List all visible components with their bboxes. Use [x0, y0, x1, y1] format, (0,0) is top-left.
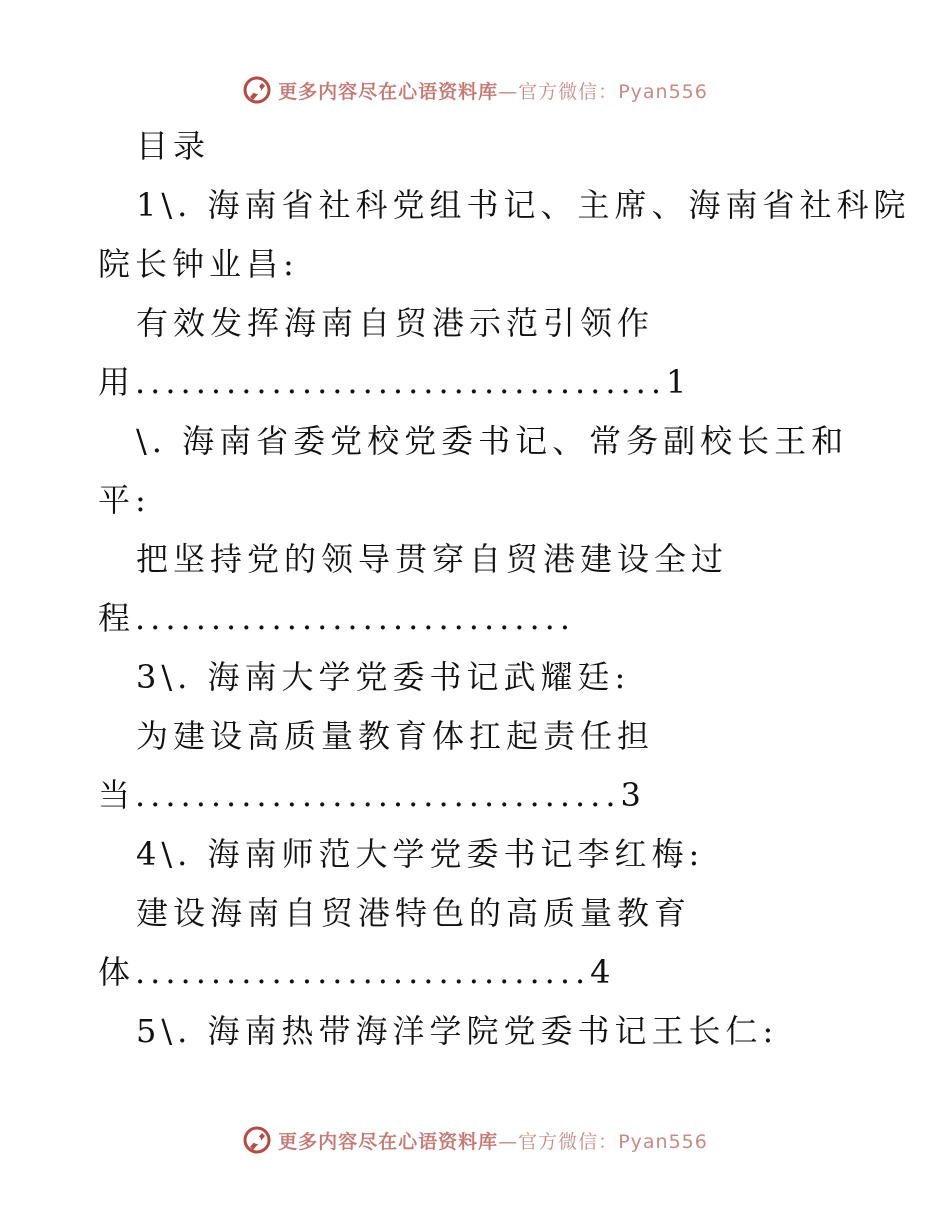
toc-line-2: 院长钟业昌: [98, 245, 299, 283]
header-watermark [0, 70, 950, 110]
toc-line-15: 5\. 海南热带海洋学院党委书记王长仁: [136, 1012, 779, 1050]
red-seal-pen-icon [242, 1125, 272, 1155]
toc-line-4: 用...................................1 [98, 363, 692, 401]
watermark-dash: — [498, 80, 519, 103]
toc-line-7: 把坚持党的领导贯穿自贸港建设全过 [136, 540, 729, 578]
toc-line-5: \. 海南省委党校党委书记、常务副校长王和 [136, 422, 849, 460]
toc-line-3: 有效发挥海南自贸港示范引领作 [136, 304, 655, 342]
toc-line-10: 为建设高质量教育体扛起责任担 [136, 717, 655, 755]
footer-watermark [0, 1120, 950, 1160]
toc-line-9: 3\. 海南大学党委书记武耀廷: [136, 658, 631, 696]
watermark-main-text-footer: 更多内容尽在心语资料库 [278, 1130, 499, 1153]
watermark-content [242, 75, 708, 105]
watermark-text-footer [278, 1127, 708, 1154]
toc-line-13: 建设海南自贸港特色的高质量教育 [136, 894, 692, 932]
toc-line-12: 4\. 海南师范大学党委书记李红梅: [136, 835, 705, 873]
watermark-wechat-label: 官方微信： [518, 80, 619, 103]
toc-line-6: 平: [98, 481, 151, 519]
watermark-wechat-label-footer: 官方微信： [518, 1130, 619, 1153]
watermark-wechat-id: Pyan556 [618, 80, 708, 103]
toc-line-1: 1\. 海南省社科党组书记、主席、海南省社科院 [136, 186, 911, 224]
watermark-wechat-id-footer: Pyan556 [618, 1130, 708, 1153]
toc-line-11: 当................................3 [98, 776, 646, 814]
watermark-text [278, 77, 708, 104]
watermark-content-footer [242, 1125, 708, 1155]
toc-line-8: 程............................. [98, 599, 575, 637]
watermark-main-text: 更多内容尽在心语资料库 [278, 80, 499, 103]
toc-heading: 目录 [136, 127, 211, 165]
watermark-dash-footer: — [498, 1130, 519, 1153]
toc-line-14: 体..............................4 [98, 953, 616, 991]
red-seal-pen-icon [242, 75, 272, 105]
